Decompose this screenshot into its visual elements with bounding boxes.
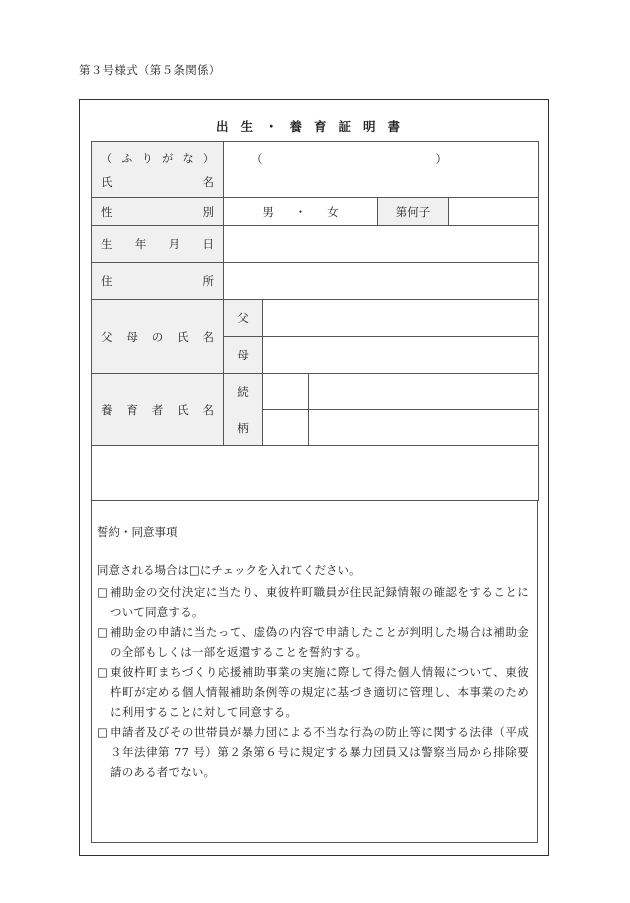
consent-item: □ 補助金の申請に当たって、虚偽の内容で申請したことが判明した場合は補助金の全部もしくは一部を返還することを誓約する。 (97, 622, 529, 662)
checkbox-icon[interactable]: □ (97, 725, 108, 739)
father-name-field[interactable] (263, 300, 539, 337)
guardian-label: 養 育 者 氏 名 (92, 374, 224, 446)
blank-field (92, 446, 539, 501)
sex-row: 性 別 男 ・ 女 第何子 (92, 198, 539, 226)
furigana-label: （ ふ り が な ） (101, 151, 214, 165)
address-field[interactable] (224, 263, 539, 300)
guardian-name-field-2[interactable] (309, 410, 539, 446)
name-row (92, 142, 539, 198)
parents-label: 父 母 の 氏 名 (92, 300, 224, 374)
blank-row (92, 446, 539, 501)
birth-order-label: 第何子 (378, 198, 449, 226)
relation-field-1[interactable] (263, 374, 309, 410)
form-number: 第３号様式（第５条関係） (79, 63, 221, 77)
address-row: 住 所 (92, 263, 539, 300)
sex-field[interactable]: 男 ・ 女 (224, 198, 378, 226)
father-label: 父 (224, 300, 263, 337)
relation-label: 続 柄 (224, 374, 263, 446)
birthdate-field[interactable] (224, 226, 539, 263)
birth-order-field[interactable] (449, 198, 539, 226)
consent-heading: 誓約・同意事項 (97, 525, 178, 539)
birthdate-row: 生 年 月 日 (92, 226, 539, 263)
certificate-table (91, 141, 539, 501)
certificate-frame (79, 99, 549, 856)
name-label: （ ふ り が な ） 氏 名 (92, 142, 224, 198)
consent-section (91, 500, 538, 843)
mother-label: 母 (224, 337, 263, 374)
consent-items (97, 582, 529, 782)
form-title: 出生・養育証明書 (215, 119, 412, 134)
guardian-row-1 (92, 374, 539, 410)
mother-name-field[interactable] (263, 337, 539, 374)
consent-item: □ 補助金の交付決定に当たり、東彼杵町職員が住民記録情報の確認をすることについて同意する。 (97, 582, 529, 622)
consent-intro: 同意される場合は□にチェックを入れてください。 (97, 563, 361, 577)
consent-item: □ 東彼杵町まちづくり応援補助事業の実施に際して得た個人情報について、東彼杵町が定める個人情報補助条例等の規定に基づき適切に管理し、本事業のために利用することに対して同意する。 (97, 662, 529, 722)
name-field[interactable]: （ ） (224, 142, 539, 198)
sex-male: 男 (262, 204, 274, 219)
checkbox-icon[interactable]: □ (97, 585, 108, 599)
checkbox-icon[interactable]: □ (97, 625, 108, 639)
guardian-name-field-1[interactable] (309, 374, 539, 410)
checkbox-icon[interactable]: □ (97, 665, 108, 679)
sex-female: 女 (327, 204, 339, 219)
parents-row-father (92, 300, 539, 337)
relation-field-2[interactable] (263, 410, 309, 446)
consent-item: □ 申請者及びその世帯員が暴力団による不当な行為の防止等に関する法律（平成３年法律第 77 号）第２条第６号に規定する暴力団員又は警察当局から排除要請のある者でない。 (97, 722, 529, 782)
